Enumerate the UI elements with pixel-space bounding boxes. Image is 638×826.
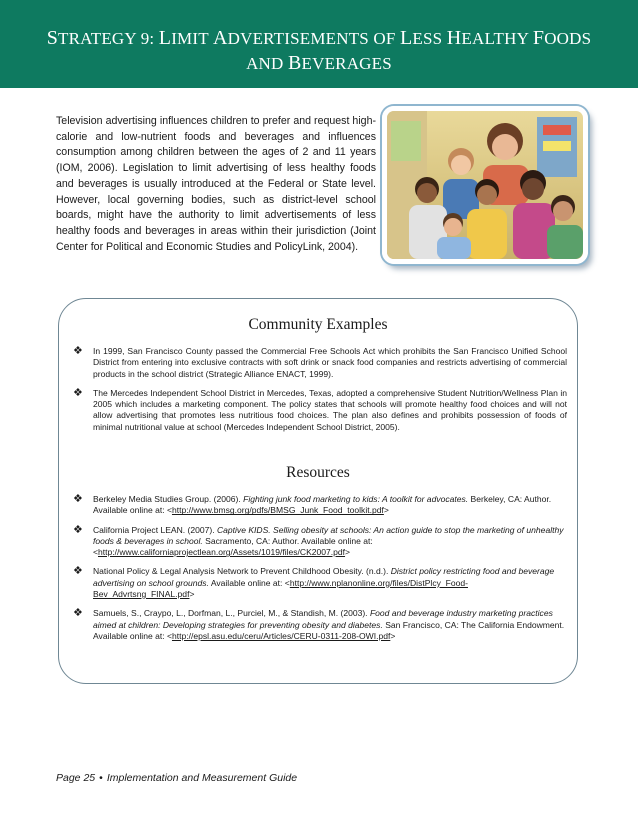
resource-source: Berkeley, CA: Author. Available online at: < [93, 494, 552, 516]
community-resources-box [58, 298, 578, 684]
resource-end: > [390, 630, 396, 641]
footer-bullet: • [99, 772, 103, 784]
community-example-text: The Mercedes Independent School District in Mercedes, Texas, adopted a comprehensive Student Nutrition/Wellness Plan in 2005 which includes a marketing component. The policy states that schools will promote healthy food choices and will not allow advertising that promotes less nutritious food choices. The plan also defines and prohibits possession of foods of minimal nutritional value at school (Mercedes Independent School District, 2005). [93, 387, 567, 432]
resource-title: Food and beverage industry marketing practices aimed at children: Developing strategies for preventing obesity and diabetes. [93, 608, 553, 630]
resource-citation: California Project LEAN. (2007). [93, 524, 217, 535]
community-examples-list [73, 346, 567, 441]
children-photo [382, 106, 588, 264]
resource-link[interactable]: http://www.nplanonline.org/files/DistPlcy_Food-Bev_Advrtsng_FINAL.pdf [93, 577, 468, 600]
resources-title: Resources [286, 464, 350, 481]
header-title-line-2: AND BEVERAGES [246, 52, 392, 74]
resource-link[interactable]: http://www.bmsg.org/pdfs/BMSG_Junk_Food_toolkit.pdf [171, 505, 384, 516]
list-item [73, 385, 567, 433]
intro-paragraph: Television advertising influences children to prefer and request high-calorie and low-nutrient foods and beverages and influences consumption among children between the ages of 2 and 11 years (IOM, 2006). Legislation to limit advertising of less healthy foods and beverages is usually introduced at the Federal or State level. However, local governing bodies, such as district-level school boards, might have the authority to limit advertisements of less healthy foods and beverages in areas within their jurisdiction (Joint Center for Political and Economic Studies and PolicyLink, 2004). [56, 115, 376, 253]
resource-link[interactable]: http://www.californiaprojectlean.org/Assets/1019/files/CK2007.pdf [98, 547, 346, 558]
bullet-icon: ❖ [73, 492, 83, 505]
header-title-line-1: STRATEGY 9: LIMIT ADVERTISEMENTS OF LESS HEALTHY FOODS [46, 27, 592, 49]
resource-source: Available online at: < [208, 577, 290, 588]
list-item [73, 608, 567, 642]
list-item [73, 346, 567, 380]
page-footer [56, 772, 297, 784]
bullet-icon: ❖ [73, 344, 83, 357]
resources-list [73, 494, 567, 650]
page-number: Page 25 [56, 772, 96, 784]
resource-title: Captive KIDS. Selling obesity at schools: An action guide to stop the marketing of unhealthy foods & beverages in school. [93, 524, 564, 546]
bullet-icon: ❖ [73, 564, 83, 578]
children-photo-image [387, 111, 583, 259]
list-item [73, 494, 567, 517]
resource-link[interactable]: http://epsl.asu.edu/ceru/Articles/CERU-0311-208-OWI.pdf [171, 630, 391, 641]
resource-citation: Samuels, S., Craypo, L., Dorfman, L., Purciel, M., & Standish, M. (2003). [93, 608, 370, 619]
list-item [73, 566, 567, 600]
resource-citation: National Policy & Legal Analysis Network to Prevent Childhood Obesity. (n.d.). [93, 566, 391, 577]
resource-source: San Francisco, CA: The California Endowment. Available online at: < [93, 619, 565, 641]
resource-end: > [345, 547, 351, 558]
resource-end: > [383, 505, 389, 516]
resource-source: Sacramento, CA: Author. Available online at: < [93, 535, 373, 558]
bullet-icon: ❖ [73, 606, 83, 620]
list-item [73, 522, 567, 559]
bullet-icon: ❖ [73, 522, 83, 536]
resource-title: Fighting junk food marketing to kids: A toolkit for advocates. [243, 494, 469, 504]
resource-end: > [189, 589, 195, 600]
page-header [0, 0, 638, 88]
guide-title: Implementation and Measurement Guide [106, 772, 298, 784]
community-example-text: In 1999, San Francisco County passed the Commercial Free Schools Act which prohibits the San Francisco Unified School District from entering into exclusive contracts with soft drink or snack food companies and restricts advertising of commercial products in the school district (Strategic Alliance ENACT, 1999). [93, 346, 567, 379]
resource-title: District policy restricting food and beverage advertising on school grounds. [93, 566, 555, 588]
community-examples-title: Community Examples [248, 316, 388, 333]
resource-citation: Berkeley Media Studies Group. (2006). [93, 494, 244, 504]
bullet-icon: ❖ [73, 385, 83, 399]
